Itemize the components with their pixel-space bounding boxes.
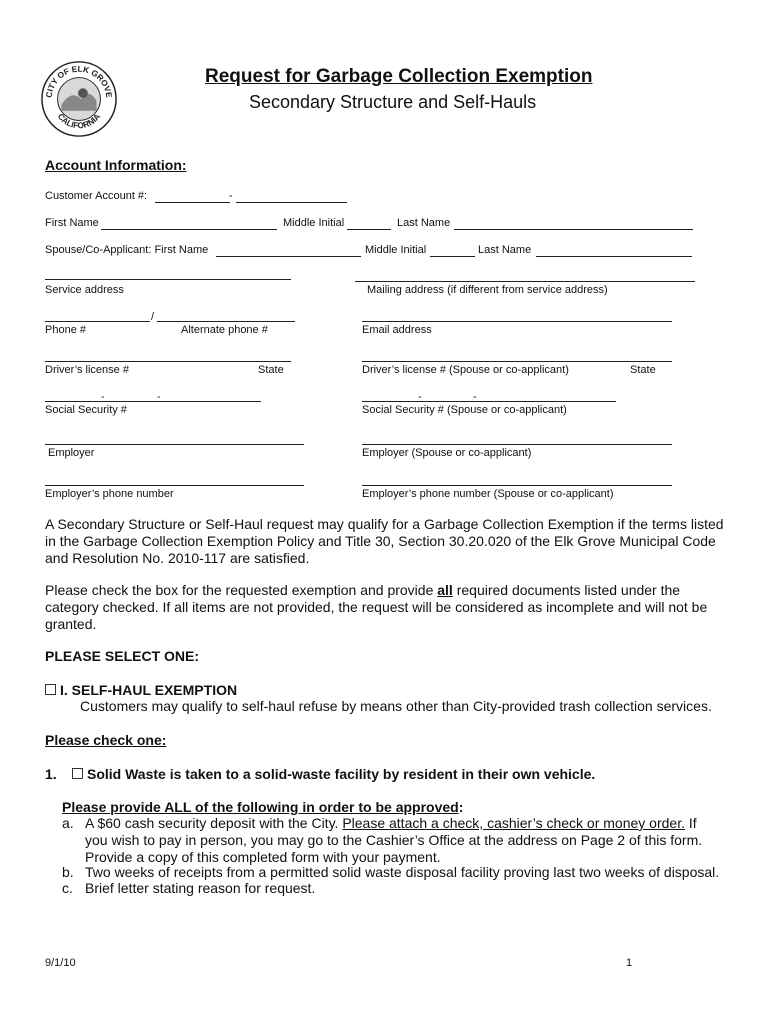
item-b-marker: b. [62,864,74,880]
employer-phone-label: Employer’s phone number [45,488,174,500]
item-a [85,815,702,866]
first-name-label: First Name [45,217,99,229]
email-field[interactable] [362,321,672,322]
intro-line-1: A Secondary Structure or Self-Haul request may qualify for a Garbage Collection Exemption if the terms listed [45,516,724,532]
middle-initial-field[interactable] [347,229,391,230]
instructions-line-2: category checked. If all items are not provided, the request will be considered as incomplete and will not be [45,599,708,615]
last-name-label: Last Name [397,217,451,229]
item-1-text: Solid Waste is taken to a solid-waste facility by resident in their own vehicle. [87,766,596,782]
ssn-label: Social Security # [45,404,127,416]
instructions-line-1 [45,582,707,599]
self-haul-option [45,682,237,699]
customer-account-label: Customer Account #: [45,190,148,202]
spouse-ssn-dash-2: - [473,391,477,403]
form-subtitle: Secondary Structure and Self-Hauls [249,92,537,112]
employer-phone-field[interactable] [45,485,304,486]
spouse-ssn-field[interactable] [362,401,616,402]
svg-text:CITY OF ELK GROVE: CITY OF ELK GROVE [44,64,114,99]
ssn-dash-1: - [101,391,105,403]
instructions-line-3: granted. [45,616,97,632]
employer-field[interactable] [45,444,304,445]
phone-field[interactable] [45,321,150,322]
email-label: Email address [362,324,432,336]
item-a-line-1 [85,815,702,832]
employer-label: Employer [48,447,95,459]
spouse-drivers-license-field[interactable] [362,361,672,362]
mailing-address-field[interactable] [355,281,695,282]
first-name-field[interactable] [101,229,277,230]
spouse-employer-label: Employer (Spouse or co-applicant) [362,447,532,459]
spouse-ssn-dash-1: - [418,391,422,403]
item-1-checkbox[interactable] [72,768,83,779]
page-number: 1 [626,957,633,969]
instructions-post: required documents listed under the [452,582,681,598]
spouse-first-name-label: Spouse/Co-Applicant: First Name [45,244,209,256]
provide-all-heading [62,799,463,816]
account-dash: - [229,190,233,202]
item-a-attach-instruction: Please attach a check, cashier’s check or money order. [342,815,685,831]
drivers-license-field[interactable] [45,361,291,362]
spouse-last-name-field[interactable] [536,256,692,257]
state-label: State [258,364,284,376]
select-one-heading: PLEASE SELECT ONE: [45,648,200,664]
service-address-label: Service address [45,284,124,296]
city-seal-logo [40,60,118,138]
spouse-state-label: State [630,364,656,376]
spouse-ssn-label: Social Security # (Spouse or co-applicant) [362,404,567,416]
instructions-pre: Please check the box for the requested exemption and provide [45,582,438,598]
self-haul-description: Customers may qualify to self-haul refuse by means other than City-provided trash collection services. [80,698,712,714]
spouse-middle-initial-label: Middle Initial [365,244,427,256]
customer-account-field-1[interactable] [155,202,230,203]
intro-paragraph [45,516,724,567]
ssn-field[interactable] [45,401,261,402]
mailing-address-label: Mailing address (if different from service address) [367,284,608,296]
item-b-text: Two weeks of receipts from a permitted solid waste disposal facility proving last two weeks of disposal. [85,864,720,880]
spouse-middle-initial-field[interactable] [430,256,475,257]
last-name-field[interactable] [454,229,693,230]
spouse-drivers-license-label: Driver’s license # (Spouse or co-applicant) [362,364,569,376]
item-c-text: Brief letter stating reason for request. [85,880,316,896]
footer-date: 9/1/10 [45,957,76,969]
item-a-line-3: Provide a copy of this completed form with your payment. [85,849,441,865]
spouse-employer-phone-field[interactable] [362,485,672,486]
customer-account-field-2[interactable] [236,202,347,203]
spouse-employer-field[interactable] [362,444,672,445]
instructions-all: all [437,582,453,598]
drivers-license-label: Driver’s license # [45,364,129,376]
item-1-number: 1. [45,766,57,782]
intro-line-3: and Resolution No. 2010-117 are satisfied. [45,550,310,566]
alt-phone-label: Alternate phone # [181,324,268,336]
phone-slash: / [151,311,155,323]
item-a-text-end: If [684,815,697,831]
intro-line-2: in the Garbage Collection Exemption Policy and Title 30, Section 30.20.020 of the Elk Grove Municipal Code [45,533,716,549]
item-a-marker: a. [62,815,74,831]
item-a-line-2: you wish to pay in person, you may go to the Cashier’s Office at the address on Page 2 of this form. [85,832,703,848]
item-1-option [72,766,595,783]
service-address-field[interactable] [45,279,291,280]
spouse-employer-phone-label: Employer’s phone number (Spouse or co-applicant) [362,488,614,500]
phone-label: Phone # [45,324,86,336]
spouse-first-name-field[interactable] [216,256,361,257]
form-title: Request for Garbage Collection Exemption [205,66,593,87]
item-a-text: A $60 cash security deposit with the City. [85,815,343,831]
ssn-dash-2: - [157,391,161,403]
spouse-last-name-label: Last Name [478,244,532,256]
item-c-marker: c. [62,880,73,896]
svg-text:CALIFORNIA: CALIFORNIA [55,112,103,131]
self-haul-heading: I. SELF-HAUL EXEMPTION [60,682,238,698]
please-check-one-heading: Please check one: [45,732,167,748]
alt-phone-field[interactable] [157,321,295,322]
middle-initial-label: Middle Initial [283,217,345,229]
provide-all-text: Please provide ALL of the following in order to be approved [62,799,459,815]
self-haul-checkbox[interactable] [45,684,56,695]
provide-all-colon: : [458,799,464,815]
account-heading: Account Information: [45,157,187,173]
instructions-paragraph [45,582,707,633]
